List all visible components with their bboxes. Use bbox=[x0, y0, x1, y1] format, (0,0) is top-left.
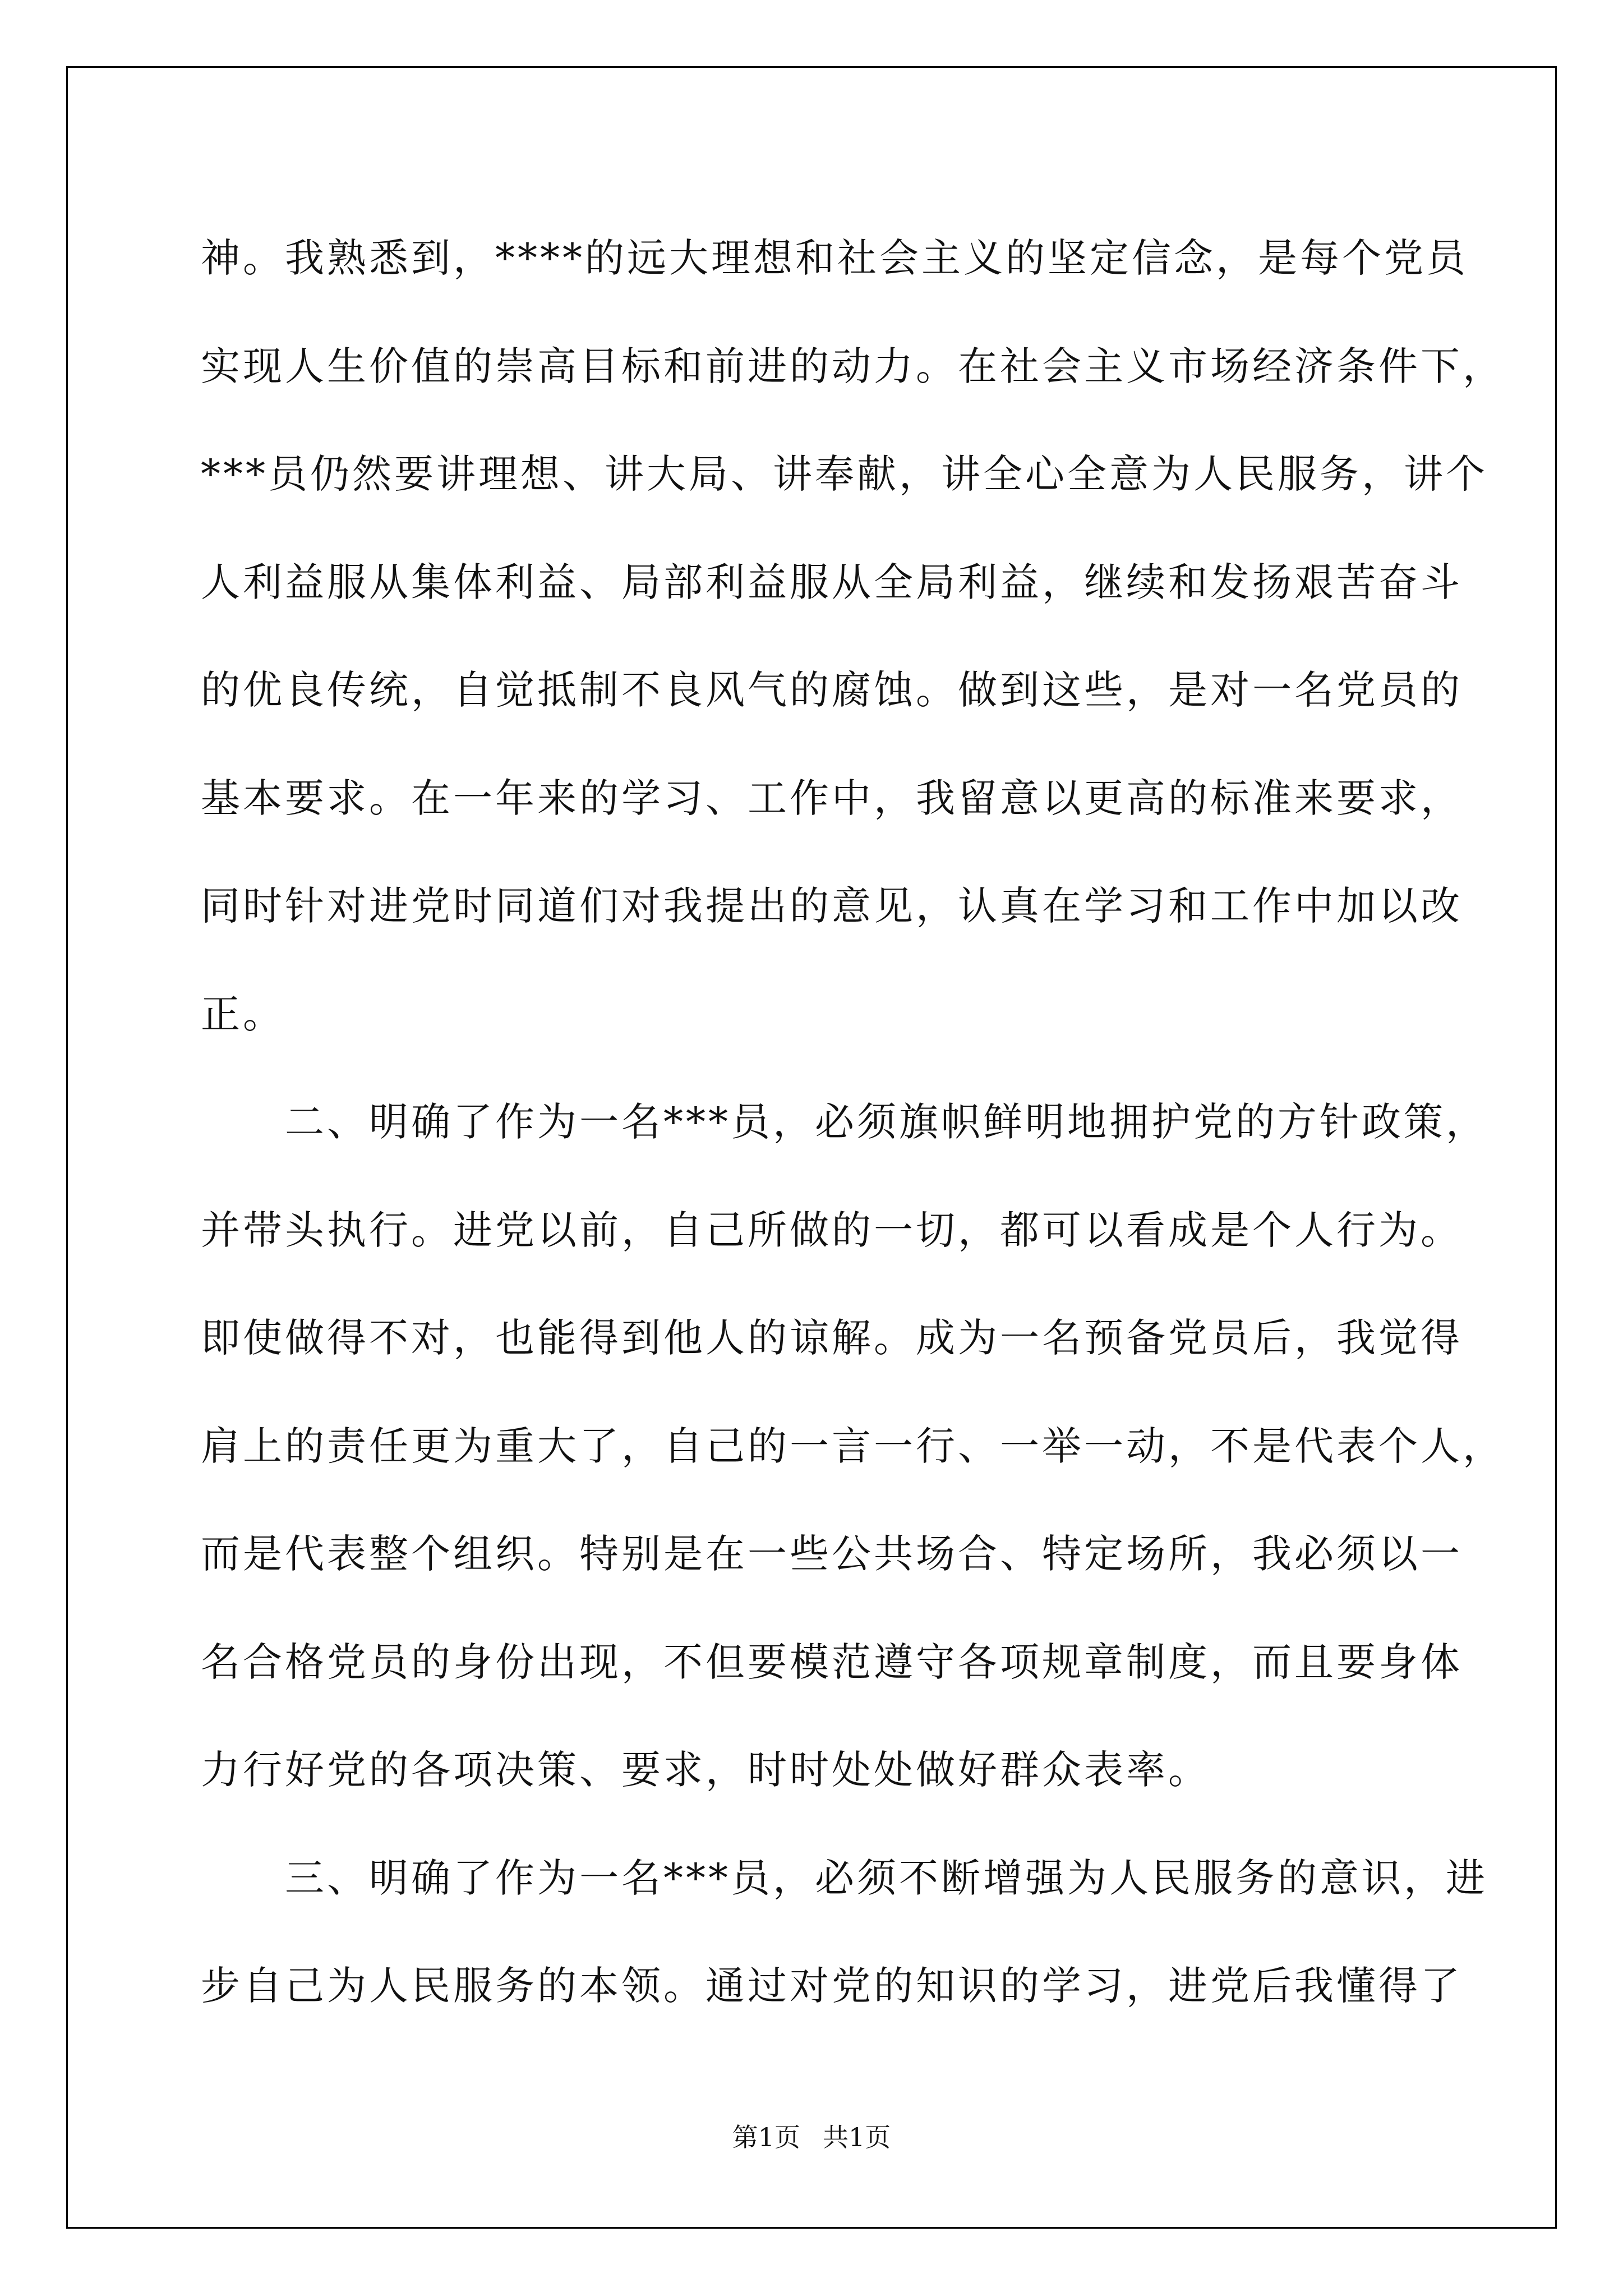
text-line: 二、明确了作为一名***员，必须旗帜鲜明地拥护党的方针政策， bbox=[201, 1099, 1488, 1145]
text-line: 的优良传统，自觉抵制不良风气的腐蚀。做到这些，是对一名党员的 bbox=[201, 667, 1463, 713]
text-line: 实现人生价值的崇高目标和前进的动力。在社会主义市场经济条件下， bbox=[201, 343, 1505, 389]
text-line: 基本要求。在一年来的学习、工作中，我留意以更高的标准来要求， bbox=[201, 775, 1463, 821]
text-line: 正。 bbox=[201, 991, 285, 1037]
text-line: 三、明确了作为一名***员，必须不断增强为人民服务的意识，进 bbox=[201, 1855, 1488, 1901]
text-line: 同时针对进党时同道们对我提出的意见，认真在学习和工作中加以改 bbox=[201, 883, 1463, 929]
text-line: 步自己为人民服务的本领。通过对党的知识的学习，进党后我懂得了 bbox=[201, 1963, 1463, 2009]
document-body bbox=[201, 216, 1505, 2052]
text-line: 力行好党的各项决策、要求，时时处处做好群众表率。 bbox=[201, 1747, 1210, 1793]
text-line: 肩上的责任更为重大了，自己的一言一行、一举一动，不是代表个人， bbox=[201, 1423, 1505, 1469]
text-line: 名合格党员的身份出现，不但要模范遵守各项规章制度，而且要身体 bbox=[201, 1639, 1463, 1685]
page-number: 第1页 bbox=[732, 2122, 800, 2152]
page-footer bbox=[0, 2120, 1623, 2154]
text-line: 人利益服从集体利益、局部利益服从全局利益，继续和发扬艰苦奋斗 bbox=[201, 559, 1463, 605]
text-line: 即使做得不对，也能得到他人的谅解。成为一名预备党员后，我觉得 bbox=[201, 1315, 1463, 1361]
page-total: 共1页 bbox=[823, 2122, 891, 2152]
text-line: 并带头执行。进党以前，自己所做的一切，都可以看成是个人行为。 bbox=[201, 1207, 1463, 1253]
text-line: ***员仍然要讲理想、讲大局、讲奉献，讲全心全意为人民服务，讲个 bbox=[201, 451, 1488, 497]
text-line: 而是代表整个组织。特别是在一些公共场合、特定场所，我必须以一 bbox=[201, 1531, 1463, 1577]
text-line: 神。我熟悉到，****的远大理想和社会主义的坚定信念，是每个党员 bbox=[201, 235, 1468, 281]
